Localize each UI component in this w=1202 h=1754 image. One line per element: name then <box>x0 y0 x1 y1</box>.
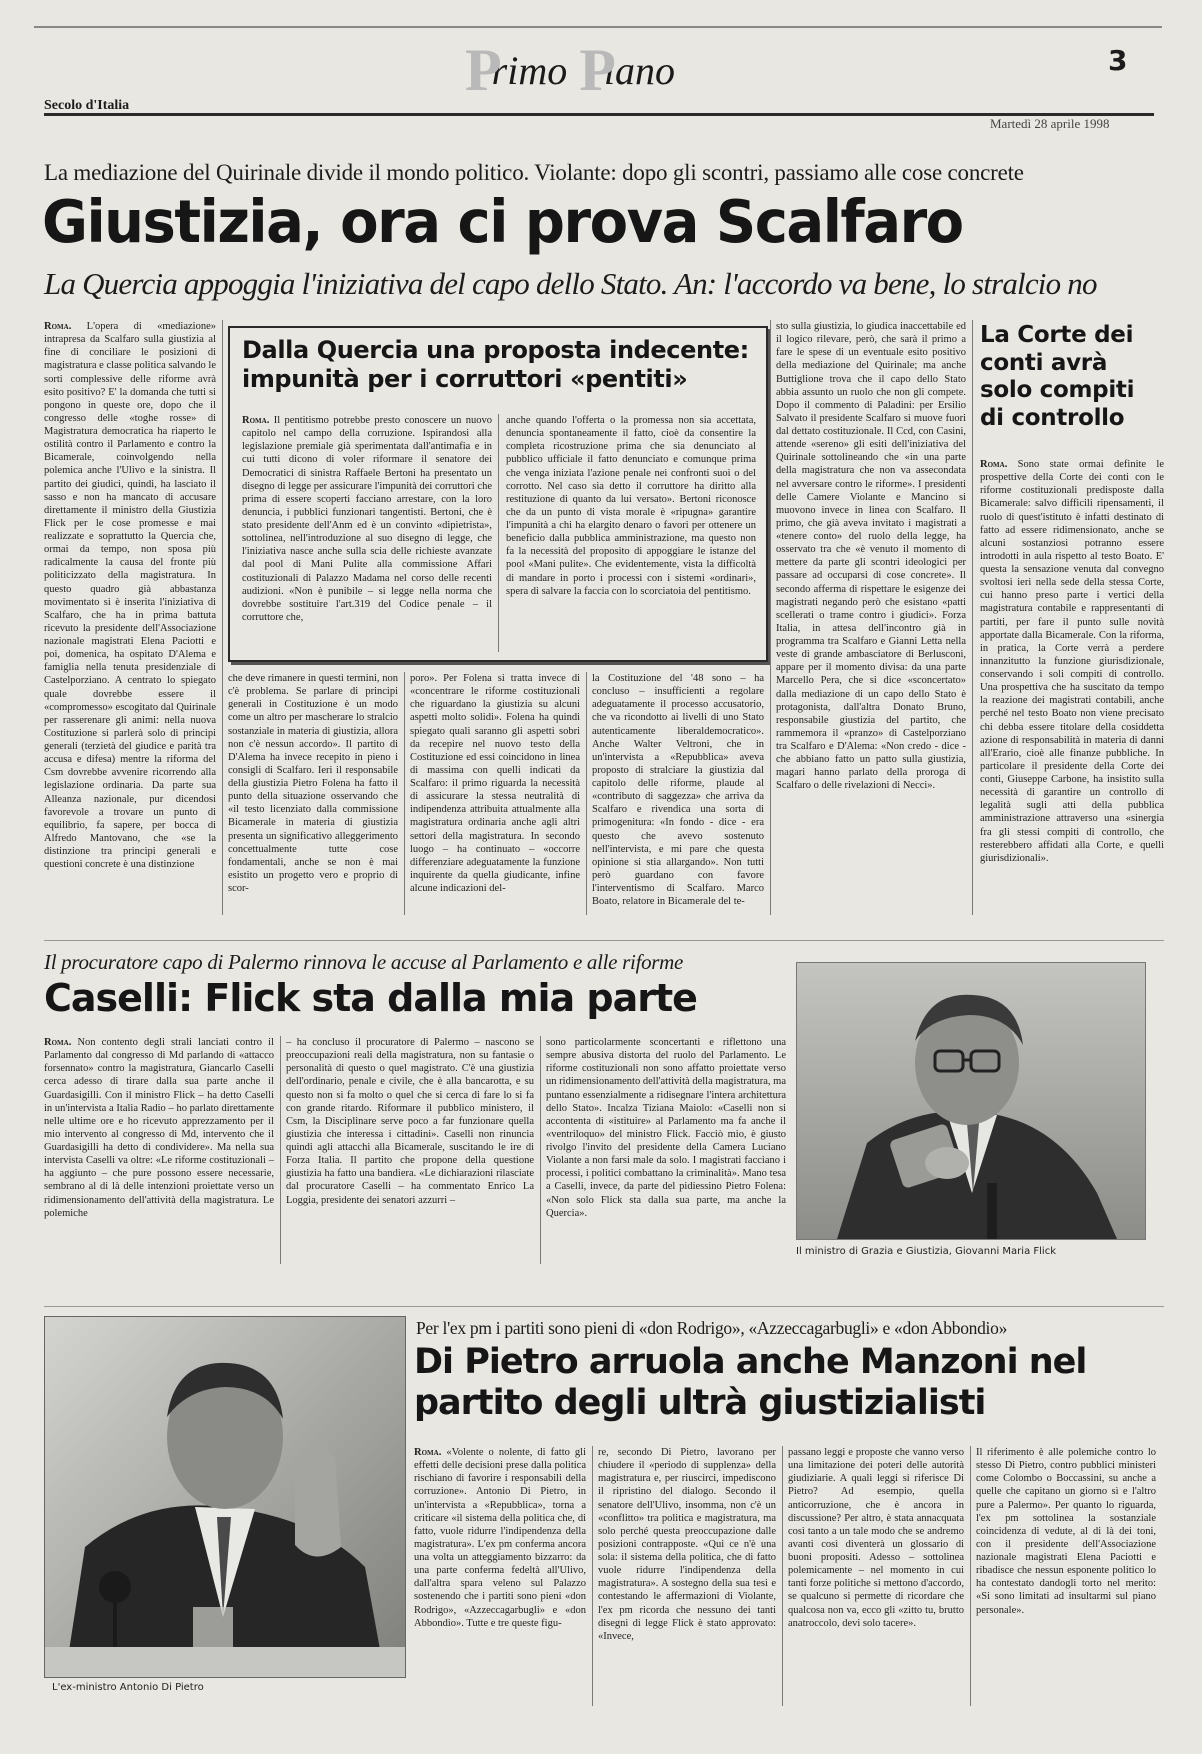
main-col-1 <box>44 320 216 915</box>
main-col-5: sto sulla giustizia, lo giudica inaccettabile ed il logico rilevare, però, che sarà il primo a fare le spese di un eventuale esito positivo della mediazione del Quirinale; ma anche Buttiglione trova che il capo dello Stato abbia assunto un ruolo che non gli compete. Dopo il commento di Paladini: per Ersilio Salvato il presidente Scalfaro si muove fuori dal dettato costituzionale. Il Ccd, con Casini, attende «sereno» gli esiti dell'iniziativa del Quirinale sottolineando che «in una parte della magistratura che non va assecondata nel avversare contro le riforme». I presidenti delle Camere Violante e Mancino si muovono invece in linea con Scalfaro. Il primo, che già aveva invitato i magistrati a «tenere conto» del ruolo della legge, ha osservato tra che «è venuto il momento di mettere da parte gli scontri ideologici per passare ad occuparsi di cose concrete». Il secondo afferma di rispettare le esigenze dei magistrati negando però che esistano «patti scellerati o trame contro i giudici». Forza Italia, in attesa dell'incontro già in programma tra Scalfaro e Gianni Letta nella veste di grande ambasciatore di Berlusconi, appare per il momento divisa: da una parte Marcello Pera, che si dice «sconcertato» dalla mediazione di un capo dello Stato è protagonista, dall'altra Donato Bruno, responsabile giustizia del partito, che rammemora il «pranzo» di Castelporziano tra Scalfaro e D'Alema: «Non credo - dice - che abbiano fatto un patto sulla giustizia, magari hanno parlato della proroga di Scalfaro o delle rivelazioni di Necci». <box>776 321 966 792</box>
box-story <box>228 326 768 662</box>
main-headline: Giustizia, ora ci prova Scalfaro <box>42 188 963 257</box>
dipietro-headline: Di Pietro arruola anche Manzoni nel partito degli ultrà giustizialisti <box>414 1342 1087 1424</box>
caselli-col-3: sono particolarmente sconcertanti e riflettono una sempre abusiva distorta del ruolo del Parlamento. Le riforme costituzionali non sono affatto proiettate verso un ridimensionamento dell'attività della magistratura, ma puntano essenzialmente a ridisegnare l'intera architettura dello Stato». Incalza Tiziana Maiolo: «Caselli non si accontenta di «istituire» al Parlamento ma fa anche il «ventriloquo» del ministro Flick. Facciò mio, è giusto rivolgo l'invito del presidente della Camera Luciano Violante a non farsi male da solo. I magistrati facciano i processi, i politici combattano la criminalità». Mano tesa a Caselli, invece, da parte del pidiessino Pietro Folena: «Non solo Flick sta dalla sua parte, ma anche la Quercia». <box>546 1037 786 1219</box>
issue-date: Martedì 28 aprile 1998 <box>990 116 1110 131</box>
dipietro-col-4: Il riferimento è alle polemiche contro lo stesso Di Pietro, contro pubblici ministeri come Colombo o Boccassini, su anche a quelle che capitano un giorno sì e l'altro pure a Palermo». Per quanto lo riguarda, l'ex pm sottolinea la sostanziale coincidenza di vedute, al di là dei toni, con il presidente dell'Associazione nazionale magistrati Elena Paciotti e ribadisce che nessun esponente politico lo ha contestato dandogli torto nel merito: «Si sono limitati ad insultarmi sul piano personale». <box>976 1447 1156 1616</box>
main-col-1-text: L'opera di «mediazione» intrapresa da Scalfaro sulla giustizia al fine di conciliare le posizioni di magistratura e classe politica salvando le sorti complessive delle riforme avrà esito positivo? E' la domanda che tutti si pongono in queste ore, dopo che il congresso delle «toghe rosse» di Magistratura democratica ha riaperto le ostilità contro il Parlamento e contro la Bicamerale, coinvolgendo nella polemica anche l'Ulivo e la sinistra. Il partito dei giudici, quindi, ha lasciato il sasso e non ha mancato di accusare direttamente il ministro della Giustizia Flick per le cose promesse e mai realizzate e soprattutto la Quercia che, ormai da tempo, non sposa più radicalmente la causa del fronte più politicizzato della magistratura. In questo quadro già abbastanza movimentato si è inserita l'iniziativa di Scalfaro, che ha in prima battuta ricevuto la presidente dell'Associazione nazionale magistrati Elena Paciotti e poi, domenica, ha ospitato D'Alema e famiglia nella tenuta presidenziale di Castelporziano. A centrato lo spiegato quale dovrebbe essere il «compromesso» escogitato dal Quirinale per rasserenare gli animi: nella nuova Costituzione si parlerà solo di principi generali (terzietà del giudice e parità tra accusa e difesa) mentre la riforma del Csm dovrebbe avvenire ricorrendo alla legislazione ordinaria. Da parte sua Alleanza nazionale, pur dicendosi favorevole a trovare un punto di equilibrio, fa sapere, per bocca di Alfredo Mantovano, che «se la distinzione tra principi generali e questioni concrete è una distinzione <box>44 321 216 871</box>
sidebar-headline: La Corte dei conti avrà solo compiti di controllo <box>980 322 1135 431</box>
masthead-initial-p2: P <box>579 37 616 103</box>
box-col-1: Roma. Il pentitismo potrebbe presto conoscere un nuovo capitolo nel campo della corruzione. Ispirandosi alla legislazione premiale già sperimentata dall'antimafia e in cui tutti dicono di voler riformare il senatore dei Democratici di sinistra Raffaele Bertoni ha presentato un disegno di legge per assicurare l'impunità dei corruttori che prima di essere scoperti facciano arrestare, con la loro denuncia, i pubblici funzionari tangentisti. Bertoni, che è stato presidente dell'Anm ed è un convinto «dipietrista», sottolinea, nell'introduzione al suo disegno di legge, che l'iniziativa nasce anche sulla scia delle richieste avanzate dal pool di Mani Pulite alla commissione Affari costituzionali di Palazzo Madama nel corso delle recenti audizioni. «Non è punibile – si legge nella norma che dovrebbe sostituire l'art.319 del Codice penale – il corruttore che, <box>242 415 492 623</box>
section-masthead <box>465 30 765 103</box>
sidebar-body: Roma. Sono state ormai definite le prospettive della Corte dei conti con le riforme costituzionali predisposte dalla Bicamerale: salvo difficili ripensamenti, il ruolo di quest'istituto è infatti destinato di fatto ad essere ridimensionato, anche se alcuni sostanziosi potranno essere introdotti in aula rispetto al testo Boato. E' questa la sensazione venuta dal convegno svoltosi ieri nella sede della stessa Corte, cui hanno preso parte i vertici della magistratura contabile e rappresentanti di partiti, per fare il punto sulle novità apportate dalla Bicamerale. Con la riforma, in pratica, la Corte verrà a perdere innanzitutto la funzione giurisdizionale, conservando i soli compiti di controllo. Una prospettiva che ha suscitato da tempo la reazione dei magistrati contabili, anche perché nel testo Boato non viene precisato chi debba essere titolare della cosiddetta azione di responsabilità in materia di danni all'Erario, cioè alle finanze pubbliche. In particolare il presidente della Corte dei conti, Giuseppe Carbone, ha insistito sulla necessità di garantire un controllo di legalità sugli atti della pubblica amministrazione attraverso una «sinergia fra gli stessi compiti di controllo, che resterebbero affidati alla Corte, e quelli giurisdizionali». <box>980 459 1164 864</box>
dipietro-col-1-text: «Volente o nolente, di fatto gli effetti delle decisioni prese dalla politica rischiano di favorire i responsabili della corruzione». Antonio Di Pietro, in un'intervista a «Repubblica», torna a criticare «il sistema della politica che, di fatto, vuole ridurre l'indipendenza della magistratura». L'ex pm conferma ancora una volta un atteggiamento bizzarro: da una parte conferma fedeltà all'Ulivo, dall'altra spara veleno sul Palazzo sostenendo che i partiti sono pieni «don Rodrigo», «Azzeccagarbugli» e «don Abbondio». Tutte e tre queste figu- <box>414 1447 586 1629</box>
box-headline: Dalla Quercia una proposta indecente: impunità per i corruttori «pentiti» <box>242 336 749 393</box>
main-col-2: che deve rimanere in questi termini, non c'è problema. Se parlare di principi generali in Costituzione è un modo come un altro per mascherare lo stralcio sostanziale in materia di giustizia, allora non c'è nessun accordo». Il partito di D'Alema ha invece recepito in pieno i consigli di Scalfaro. Ieri il responsabile della giustizia Pietro Folena ha fatto il punto della situazione osservando che «il testo licenziato dalla commissione Bicamerale in materia di giustizia presenta un significativo alleggerimento concettualmente tutte cose fondamentali, anche se non è mai esistito un progetto vero e proprio di scor- <box>228 673 398 894</box>
dateline: Roma. <box>44 321 72 332</box>
masthead-word-primo: rimo <box>491 48 568 93</box>
caselli-kicker: Il procuratore capo di Palermo rinnova le accuse al Parlamento e alle riforme <box>44 950 684 974</box>
caselli-col-1: Roma. Non contento degli strali lanciati contro il Parlamento dal congresso di Md parlando di «attacco forsennato» contro la magistratura, Giancarlo Caselli cerca adesso di tirare dalla sua parte anche il Guardasigilli. Con il ministro Flick – ha detto Caselli in un'intervista a Italia Radio – ho parlato direttamente nelle ultime ore e ho ricevuto apprezzamento per il mio intervento al congresso di Md, intervento che il Guardasigilli ha detto di condividere». Ma nella sua intervista Caselli va oltre: «Le riforme costituzionali – ha aggiunto – che pure possono essere necessarie, sembrano al di là delle intenzioni proiettate verso un ridimensionamento dell'attività della magistratura. Le polemiche <box>44 1037 274 1219</box>
masthead-word-piano: iano <box>603 48 676 93</box>
dipietro-photo-image <box>45 1317 405 1677</box>
dipietro-col-1: Roma. «Volente o nolente, di fatto gli effetti delle decisioni prese dalla politica rischiano di favorire i responsabili della corruzione». Antonio Di Pietro, in un'intervista a «Repubblica», torna a criticare «il sistema della politica che, di fatto, vuole ridurre l'indipendenza della magistratura». L'ex pm conferma ancora una volta un atteggiamento bizzarro: da una parte conferma fedeltà all'Ulivo, dall'altra spara veleno sul Palazzo sostenendo che i partiti sono pieni «don Rodrigo», «Azzeccagarbugli» e «don Abbondio». Tutte e tre queste figu- <box>414 1447 586 1629</box>
flick-photo <box>796 962 1146 1240</box>
dipietro-col-2: re, secondo Di Pietro, lavorano per chiudere il «periodo di supplenza» della magistratura e, per riuscirci, impediscono il ripristino del dialogo. Secondo il senatore dell'Ulivo, insomma, non c'è un «conflitto» tra politica e magistratura, ma solo perché questa preoccupazione dalle posizioni contrapposte. «Qui ce n'è una sola: il sistema della politica, che di fatto vuole ridurre l'indipendenza della magistratura». A sostegno della sua tesi e contestando le affermazioni di Violante, l'ex pm ricorda che nessuno dei tanti disegni di legge Flick è stato approvato: «Invece, <box>598 1447 776 1642</box>
caselli-col-1-text: Non contento degli strali lanciati contro il Parlamento dal congresso di Md parlando di «attacco forsennato» contro la magistratura, Giancarlo Caselli cerca adesso di tirare dalla sua parte anche il Guardasigilli. Con il ministro Flick – ha detto Caselli in un'intervista a Italia Radio – ho parlato direttamente nelle ultime ore e ho ricevuto apprezzamento per il mio intervento al congresso di Md, intervento che il Guardasigilli ha detto di condividere». Ma nella sua intervista Caselli va oltre: «Le riforme costituzionali – ha aggiunto – che pure possono essere necessarie, sembrano al di là delle intenzioni proiettate verso un ridimensionamento dell'attività della magistratura. Le polemiche <box>44 1037 274 1219</box>
flick-photo-image <box>797 963 1145 1239</box>
main-kicker: La mediazione del Quirinale divide il mondo politico. Violante: dopo gli scontri, passiamo alle cose concrete <box>44 160 1024 185</box>
box-col-1-text: Il pentitismo potrebbe presto conoscere un nuovo capitolo nel campo della corruzione. Ispirandosi alla legislazione premiale già sperimentata dall'antimafia e in cui tutti dicono di voler riformare il senatore dei Democratici di sinistra Raffaele Bertoni ha presentato un disegno di legge per assicurare l'impunità dei corruttori che prima di essere scoperti facciano arrestare, con la loro denuncia, i pubblici funzionari tangentisti. Bertoni, che è stato presidente dell'Anm ed è un convinto «dipietrista», sottolinea, nell'introduzione al suo disegno di legge, che l'iniziativa nasce anche sulla scia delle richieste avanzate dal pool di Mani Pulite alla commissione Affari costituzionali di Palazzo Madama nel corso delle recenti audizioni. «Non è punibile – si legge nella norma che dovrebbe sostituire l'art.319 del Codice penale – il corruttore che, <box>242 415 492 623</box>
page-number: 3 <box>1108 44 1128 77</box>
caselli-headline: Caselli: Flick sta dalla mia parte <box>44 976 697 1020</box>
dipietro-photo <box>44 1316 406 1678</box>
flick-photo-caption: Il ministro di Grazia e Giustizia, Giovanni Maria Flick <box>796 1246 1056 1257</box>
main-col-3: poro». Per Folena si tratta invece di «concentrare le riforme costituzionali che riguardano la giustizia su alcuni aspetti molto solidi». Folena ha quindi spiegato quali saranno gli aspetti sobri da recepire nel nuovo testo della Costituzione ed essi coincidono in linea di massima con quelli indicati da Scalfaro: il primo riguarda la necessità di assicurare la stessa neutralità di indipendenza attribuita attualmente alla magistratura ordinaria anche agli altri settori della magistratura. In secondo luogo – ha continuato – «occorre differenziare adeguatamente la funzione inquirente da quella giudicante, infine alcune indicazioni del- <box>410 673 580 894</box>
main-subheadline: La Quercia appoggia l'iniziativa del capo dello Stato. An: l'accordo va bene, lo stralcio no <box>44 266 1097 301</box>
newspaper-name: Secolo d'Italia <box>44 98 130 113</box>
masthead-initial-p: P <box>465 37 502 103</box>
dipietro-col-3: passano leggi e proposte che vanno verso una limitazione dei poteri delle autorità giudiziarie. A quali leggi si riferisce Di Pietro? Ad esempio, quella anticorruzione, che è ancora in discussione? Per altro, è stata annacquata così tanto a un tale modo che se andremo avanti così diventerà un glossario di buoni propositi. Adesso – sottolinea polemicamente – nel momento in cui tanti forze politiche si mettono d'accordo, se qualcuno si permette di ricordare che qualcosa non va, ecco gli «zitto tu, brutto anatroccolo, devi solo tacere». <box>788 1447 964 1629</box>
box-col-2: anche quando l'offerta o la promessa non sia accettata, denuncia spontaneamente il fatto, cioè da consentire la completa ricostruzione prima che sia denunciato al pubblico ufficiale il fatto denunciato e comunque prima che venga iniziata l'azione penale nei confronti suoi o del corrotto. Nel caso sia detto il corruttore ha diritto alla restituzione di quanto da lui versato». Bertoni riconosce che da un punto di vista morale è «ripugna» garantire l'impunità a chi ha elargito denaro o favori per ottenere un beneficio dalla pubblica amministrazione, ma questo non fa la necessità del proposito di appoggiare le istanze del pool «Mani pulite». Che evidentemente, vista la difficoltà di mandare in porto i processi con i sistemi «ordinari», spera di salvare la faccia con lo scorciatoia del pentitismo. <box>506 415 756 597</box>
dipietro-kicker: Per l'ex pm i partiti sono pieni di «don Rodrigo», «Azzeccagarbugli» e «don Abbondio» <box>416 1318 1008 1338</box>
dipietro-photo-caption: L'ex-ministro Antonio Di Pietro <box>52 1682 204 1693</box>
main-col-4: la Costituzione del '48 sono – ha concluso – insufficienti a regolare adeguatamente il processo accusatorio, che va ricondotto ai livelli di uno Stato autenticamente liberaldemocratico». Anche Walter Veltroni, che in un'intervista a «Repubblica» aveva proposto di stralciare la giustizia dal capitolo delle riforme, plaude al «contributo di saggezza» che arriva da Scalfaro e rivendica una sorta di primogenitura: «In fondo - dice - era questo che avevo sostenuto nell'intervista, e mi pare che questa opinione si stia allargando». Non tutti però guardano con favore l'interventismo di Scalfaro. Marco Boato, relatore in Bicamerale del te- <box>592 673 764 908</box>
caselli-col-2: – ha concluso il procuratore di Palermo – nascono se preoccupazioni reali della magistratura, non su fantasie o personalità di questo o quel magistrato. C'è una giustizia dell'ordinario, penale e civile, che è alla bancarotta, e su questo non si fa molto o quel che si cerca di fare lo si fa con grande ritardo. Riformare il pubblico ministero, il Csm, la Disciplinare serve poco a far funzionare quella giustizia che interessa i cittadini». Caselli non rinuncia quindi agli attacchi alla Bicamerale, suscitando le ire di Forza Italia. Il partito che propone della questione giustizia ha fatto una bandiera. «Le dichiarazioni rilasciate dal procuratore Caselli – ha commentato Enrico La Loggia, presidente dei senatori azzurri – <box>286 1037 534 1206</box>
sidebar-body-text: Sono state ormai definite le prospettive della Corte dei conti con le riforme costituzionali predisposte dalla Bicamerale: salvo difficili ripensamenti, il ruolo di quest'istituto è infatti destinato di fatto ad essere ridimensionato, anche se alcuni sostanziosi potranno essere introdotti in aula rispetto al testo Boato. E' questa la sensazione venuta dal convegno svoltosi ieri nella sede della stessa Corte, cui hanno preso parte i vertici della magistratura contabile e rappresentanti di partiti, per fare il punto sulle novità apportate dalla Bicamerale. Con la riforma, in pratica, la Corte verrà a perdere innanzitutto la funzione giurisdizionale, conservando i soli compiti di controllo. Una prospettiva che ha suscitato da tempo la reazione dei magistrati contabili, anche perché nel testo Boato non viene precisato chi debba essere titolare della cosiddetta azione di responsabilità in materia di danni all'Erario, cioè alle finanze pubbliche. In particolare il presidente della Corte dei conti, Giuseppe Carbone, ha insistito sulla necessità di garantire un controllo di legalità sugli atti della pubblica amministrazione attraverso una «sinergia fra gli stessi compiti di controllo, che resterebbero affidati alla Corte, e quelli giurisdizionali». <box>980 459 1164 864</box>
